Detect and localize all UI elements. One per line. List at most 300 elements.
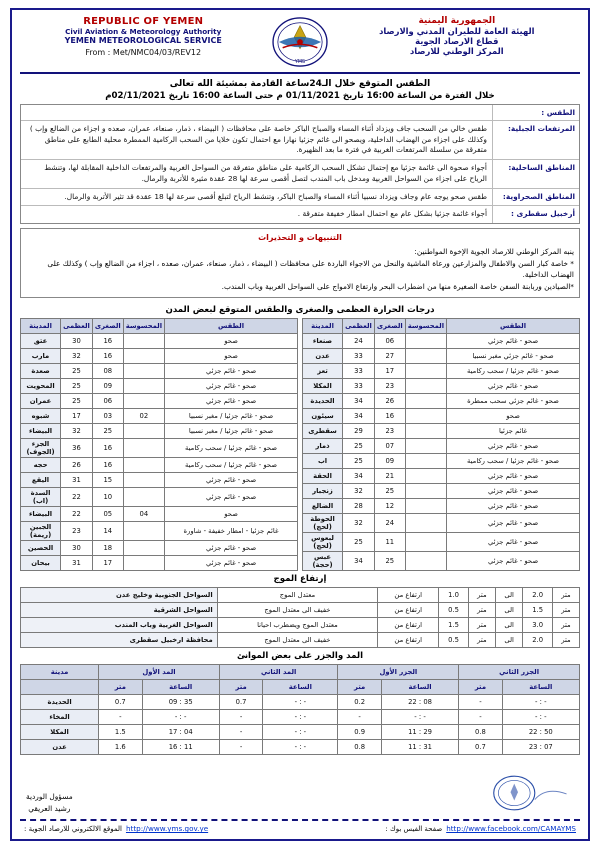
table-row	[21, 617, 580, 632]
cell-low2-meter: -	[459, 694, 502, 709]
cell-city: تعز	[303, 363, 343, 378]
cell-feels	[123, 472, 164, 487]
col-min: الصغرى	[374, 318, 405, 333]
cell-city: حجه	[21, 457, 61, 472]
cell-max: 34	[343, 468, 375, 483]
cell-high1-time: - : -	[142, 709, 219, 724]
table-row	[21, 709, 580, 724]
cell-unit-from: متر	[468, 632, 495, 647]
table-row	[21, 378, 298, 393]
cell-min: 16	[92, 457, 123, 472]
subcol-متر: متر	[99, 679, 142, 694]
cell-low2-meter: 0.7	[459, 739, 502, 754]
cell-unit-from: متر	[468, 617, 495, 632]
logo-container	[266, 16, 333, 68]
cell-city: مارب	[21, 348, 61, 363]
cell-low1-time: 08 : 22	[381, 694, 458, 709]
table-subheader-row	[21, 679, 580, 694]
table-row	[303, 513, 580, 532]
table-row	[21, 506, 298, 521]
cell-area: محافظة ارخبيل سقطرى	[21, 632, 218, 647]
cell-feels	[405, 438, 446, 453]
signature-area	[20, 771, 580, 815]
col-low2: الجزر الثاني	[459, 664, 580, 679]
cell-city: صعدة	[21, 363, 61, 378]
subcol-الساعة: الساعة	[502, 679, 579, 694]
cell-weather: صحو - غائم جزئي	[447, 532, 580, 551]
cell-high1-meter: 1.6	[99, 739, 142, 754]
cell-max: 33	[343, 363, 375, 378]
cell-weather: صحو - غائم جزئي سحب ممطرة	[447, 393, 580, 408]
cell-max: 25	[343, 438, 375, 453]
cell-min: 10	[92, 487, 123, 506]
cell-high1-time: 04 : 17	[142, 724, 219, 739]
cell-unit-to: متر	[552, 587, 579, 602]
cell-feels	[405, 551, 446, 570]
cell-city: المحويت	[21, 378, 61, 393]
cell-feels	[123, 521, 164, 540]
cell-city: المكلا	[21, 724, 99, 739]
cities-section-title: درجات الحرارة العظمى والصغرى والطقس المتوقع لبعض المدن	[165, 304, 435, 315]
cell-city: شبوه	[21, 408, 61, 423]
col-high2: المد الثاني	[219, 664, 338, 679]
footer-links	[20, 824, 580, 833]
col-city: المدينة	[303, 318, 343, 333]
cell-feels	[123, 363, 164, 378]
weather-row-text	[21, 105, 492, 120]
table-row	[21, 393, 298, 408]
cell-max: 30	[61, 333, 93, 348]
cell-max: 28	[343, 498, 375, 513]
cell-max: 22	[61, 506, 93, 521]
cell-max: 24	[343, 333, 375, 348]
cell-to-label: الى	[495, 602, 522, 617]
table-row	[21, 521, 298, 540]
cell-max: 33	[343, 348, 375, 363]
cell-from-label: ارتفاع من	[378, 587, 439, 602]
cell-min: 26	[374, 393, 405, 408]
header-en-line4: From : Met/NMC04/03/REV12	[85, 48, 202, 57]
table-row	[303, 348, 580, 363]
cell-weather: صحو - غائم جزئي	[165, 555, 298, 570]
cell-weather: صحو	[165, 348, 298, 363]
cell-city: عمران	[21, 393, 61, 408]
cell-unit-to: متر	[552, 632, 579, 647]
header-english-block	[20, 16, 266, 57]
weather-row	[21, 206, 579, 223]
cell-high1-time: 35 : 09	[142, 694, 219, 709]
cell-city: الحديدة	[21, 694, 99, 709]
table-row	[303, 551, 580, 570]
cell-city: الحصين	[21, 540, 61, 555]
cell-high2-meter: -	[219, 709, 262, 724]
table-row	[21, 333, 298, 348]
cell-min: 27	[374, 348, 405, 363]
cell-weather: غائم جزئيا	[447, 423, 580, 438]
weather-row	[21, 160, 579, 188]
cell-high2-meter: 0.7	[219, 694, 262, 709]
cell-city: عبس (حجة)	[303, 551, 343, 570]
table-row	[21, 632, 580, 647]
table-row	[21, 724, 580, 739]
col-weather: الطقس	[447, 318, 580, 333]
cell-city: المخاء	[21, 709, 99, 724]
cell-feels	[405, 483, 446, 498]
cell-high1-meter: -	[99, 709, 142, 724]
cell-max: 36	[61, 438, 93, 457]
cell-low2-time: 50 : 22	[502, 724, 579, 739]
cell-min: 25	[92, 423, 123, 438]
cell-low1-meter: 0.9	[338, 724, 381, 739]
cell-area: السواحل الشرقية	[21, 602, 218, 617]
cell-from-label: ارتفاع من	[378, 602, 439, 617]
cell-from-label: ارتفاع من	[378, 617, 439, 632]
website-link[interactable]: http://www.yms.gov.ye	[125, 824, 209, 833]
table-row	[303, 393, 580, 408]
cell-unit-to: متر	[552, 617, 579, 632]
cell-feels	[405, 348, 446, 363]
cell-max: 31	[61, 472, 93, 487]
cell-city: الجبين (ريمة)	[21, 521, 61, 540]
cell-feels	[123, 540, 164, 555]
cell-city: المكلا	[303, 378, 343, 393]
cell-city: عتق	[21, 333, 61, 348]
weather-row-text: أجواء صحوة الى غائمة جزئيا مع إحتمال تشكل السحب الركامية على مناطق متفرقة من السواحل الغربية والمرتفعات الداخلية المقابلة لها، وتنشط الرياح على اجزاء من السواحل الغربية ومدخل باب المندب لتصل أقصى سرعة لها 28 عقدة مثيرة للأتربة والرمال.	[44, 163, 487, 183]
cell-weather: صحو - غائم جزئيا / مغبر نسبيا	[165, 423, 298, 438]
cell-weather: صحو - غائم جزئي	[447, 468, 580, 483]
table-row	[303, 378, 580, 393]
weather-row	[21, 121, 579, 160]
cell-city: الضالع	[303, 498, 343, 513]
footer-divider	[20, 819, 580, 821]
cell-feels	[405, 393, 446, 408]
cell-max: 32	[61, 423, 93, 438]
cell-city: سيئون	[303, 408, 343, 423]
cell-max: 17	[61, 408, 93, 423]
cell-weather: صحو	[447, 408, 580, 423]
cell-city: عدن	[303, 348, 343, 363]
cell-weather: صحو - غائم جزئيا / سحب ركامية	[447, 363, 580, 378]
col-high1: المد الأول	[99, 664, 220, 679]
cell-low1-meter: 0.2	[338, 694, 381, 709]
weather-row-text: طقس خالي من السحب جاف ويزداد أثناء المساء والصباح الباكر خاصة على محافظات ( البيضاء ، ذمار، صنعاء، عمران، صعده و اجزاء من الضالع وإب ) وكذلك على اجزاء من الهضاب الداخلية، ويصحو الى غائم جزئيا نهارا مع احتمال تكون خلايا من السحب الركامية الممطرة محلية الطابع على مناطق متفرقة من سلسلة المرتفعات الغربية في فترة ما بعد الظهيرة.	[29, 124, 487, 155]
col-city: المدينة	[21, 318, 61, 333]
page-title: الطقس المتوقع خلال الـ24ساعة القادمة بمشيئة الله تعالى	[169, 79, 431, 89]
weather-row-label: أرخبيل سقطرى :	[492, 206, 579, 223]
weather-row-label: المرتفعات الجبلية:	[492, 121, 579, 159]
cell-weather: صحو - غائم جزئيا / مغبر نسبيا	[165, 408, 298, 423]
header-en-line2: Civil Aviation & Meteorology Authority	[65, 27, 222, 36]
header-arabic-block	[334, 16, 580, 56]
bulletin-sheet	[10, 8, 590, 841]
warning-line: *الصيادين وربابنة السفن خاصة الصغيرة منها من اضطراب البحر وارتفاع الامواج على السواحل الغربية وباب المندب.	[221, 282, 574, 292]
table-header-row	[21, 664, 580, 679]
cell-to: 1.5	[523, 602, 553, 617]
cell-high2-time: - : -	[263, 739, 338, 754]
warning-line: * خاصة كبار السن والاطفال والمزارعين ورعاة الماشية والنحل من الاجواء الباردة على محافظات ( البيضاء ، ذمار، صنعاء، عمران، صعده ، اجزاء من الضالع وإب ) وكذلك على الهضاب الداخلية.	[47, 259, 574, 280]
cell-feels	[405, 468, 446, 483]
table-row	[21, 423, 298, 438]
cell-weather: غائم جزئيا - امطار خفيفة - شاورة	[165, 521, 298, 540]
cell-feels	[405, 333, 446, 348]
cell-max: 34	[343, 408, 375, 423]
cell-weather: صحو - غائم جزئي	[447, 483, 580, 498]
cell-weather: صحو - غائم جزئي	[165, 487, 298, 506]
cell-weather: صحو - غائم جزئي	[447, 333, 580, 348]
table-row	[303, 468, 580, 483]
cell-min: 24	[374, 513, 405, 532]
document-footer	[20, 771, 580, 833]
cell-low2-time: - : -	[502, 694, 579, 709]
cell-high1-meter: 1.5	[99, 724, 142, 739]
cell-high2-time: - : -	[263, 694, 338, 709]
cell-min: 15	[92, 472, 123, 487]
header-ar-line3: قطاع الارصاد الجوية	[415, 36, 499, 46]
cell-to-label: الى	[495, 587, 522, 602]
cell-feels	[405, 378, 446, 393]
cell-feels	[123, 423, 164, 438]
facebook-link-group[interactable]	[385, 824, 576, 833]
table-row	[303, 532, 580, 551]
cell-min: 18	[92, 540, 123, 555]
table-row	[21, 694, 580, 709]
cell-to: 2.0	[523, 632, 553, 647]
cell-low1-meter: 0.8	[338, 739, 381, 754]
cell-min: 06	[92, 393, 123, 408]
header-en-line3: YEMEN METEOROLOGICAL SERVICE	[64, 36, 222, 45]
cell-weather: صحو - غائم جزئي مغبر نسبيا	[447, 348, 580, 363]
wave-height-table	[20, 587, 580, 648]
col-city: مدينة	[21, 664, 99, 679]
cell-min: 16	[92, 333, 123, 348]
cell-min: 25	[374, 551, 405, 570]
cell-weather: صحو - غائم جزئي	[165, 378, 298, 393]
cell-city: الحديدة	[303, 393, 343, 408]
cell-city: اب	[303, 453, 343, 468]
col-min: الصغرى	[92, 318, 123, 333]
cell-weather: صحو - غائم جزئي	[447, 551, 580, 570]
cell-weather: صحو - غائم جزئي	[165, 472, 298, 487]
duty-officer-name: رشيد العريقي	[28, 804, 71, 814]
svg-text:YMS: YMS	[294, 60, 306, 66]
tides-section-title: المد والجزر على بعض الموانئ	[236, 650, 364, 661]
cell-weather: صحو - غائم جزئي	[447, 498, 580, 513]
cell-feels	[405, 363, 446, 378]
cell-to: 3.0	[523, 617, 553, 632]
cell-min: 06	[374, 333, 405, 348]
table-row	[21, 363, 298, 378]
cell-weather: صحو - غائم جزئي	[165, 540, 298, 555]
table-row	[303, 363, 580, 378]
cell-min: 17	[374, 363, 405, 378]
cell-from: 1.5	[439, 617, 469, 632]
cell-city: سقطرى	[303, 423, 343, 438]
cell-low1-time: 31 : 11	[381, 739, 458, 754]
col-weather: الطقس	[165, 318, 298, 333]
cell-city: زنجبار	[303, 483, 343, 498]
cell-high2-time: - : -	[263, 709, 338, 724]
warnings-intro: ينبه المركز الوطني للارصاد الجوية الإخوة المواطنين:	[414, 247, 574, 257]
cell-area: السواحل الجنوبية وخليج عدن	[21, 587, 218, 602]
table-row	[21, 457, 298, 472]
subcol-الساعة: الساعة	[142, 679, 219, 694]
table-row	[21, 587, 580, 602]
cell-min: 16	[374, 408, 405, 423]
cell-min: 23	[374, 378, 405, 393]
cell-min: 05	[92, 506, 123, 521]
cell-to: 2.0	[523, 587, 553, 602]
cell-state: معتدل الموج	[217, 587, 378, 602]
cell-unit-to: متر	[552, 602, 579, 617]
weather-row-label: المناطق الصحراوية:	[492, 189, 579, 206]
table-row	[21, 602, 580, 617]
subcol-متر: متر	[459, 679, 502, 694]
table-row	[21, 555, 298, 570]
table-row	[21, 348, 298, 363]
cell-low2-time: 07 : 23	[502, 739, 579, 754]
cell-city: صنعاء	[303, 333, 343, 348]
header-ar-line1: الجمهورية اليمنية	[418, 16, 496, 26]
document-header	[20, 16, 580, 68]
cell-city: ذمار	[303, 438, 343, 453]
waves-section-title: إرتفاع الموج	[273, 573, 327, 584]
cell-unit-from: متر	[468, 602, 495, 617]
validity-period: خلال الفترة من الساعة 16:00 تاريخ 01/11/2021 م حتى الساعة 16:00 تاريخ 02/11/2021م	[105, 91, 495, 101]
col-feels: المحسوسة	[123, 318, 164, 333]
cell-feels	[123, 555, 164, 570]
cell-feels	[405, 532, 446, 551]
cell-to-label: الى	[495, 617, 522, 632]
official-seal-icon	[494, 771, 574, 815]
cities-tables	[20, 318, 580, 571]
website-link-group[interactable]	[24, 824, 208, 833]
col-feels: المحسوسة	[405, 318, 446, 333]
cell-min: 03	[92, 408, 123, 423]
warnings-heading: التنبيهات و التحذيرات	[258, 233, 342, 243]
cell-max: 25	[61, 363, 93, 378]
cell-state: خفيف الى معتدل الموج	[217, 632, 378, 647]
table-row	[21, 408, 298, 423]
cell-city: البيضاء	[21, 423, 61, 438]
cell-max: 32	[343, 483, 375, 498]
cell-city: البيضاء	[21, 506, 61, 521]
cell-min: 21	[374, 468, 405, 483]
cell-feels	[123, 378, 164, 393]
cell-min: 07	[374, 438, 405, 453]
cell-low1-meter: -	[338, 709, 381, 724]
cell-max: 34	[343, 393, 375, 408]
cell-low2-time: - : -	[502, 709, 579, 724]
table-header-row	[303, 318, 580, 333]
website-label: الموقع الالكتروني للارصاد الجوية :	[24, 824, 122, 833]
cell-max: 31	[61, 555, 93, 570]
col-max: العظمى	[61, 318, 93, 333]
cell-low1-time: - : -	[381, 709, 458, 724]
subcol-الساعة: الساعة	[381, 679, 458, 694]
weather-row-label: الطقس :	[492, 105, 579, 120]
header-divider	[20, 72, 580, 74]
cell-weather: صحو - غائم جزئيا / سحب ركامية	[165, 457, 298, 472]
cell-city: لبعوس (لحج)	[303, 532, 343, 551]
cell-high2-time: - : -	[263, 724, 338, 739]
cell-max: 25	[61, 378, 93, 393]
header-en-line1: REPUBLIC OF YEMEN	[83, 16, 204, 27]
table-row	[21, 540, 298, 555]
cell-feels	[123, 348, 164, 363]
cell-from: 0.5	[439, 632, 469, 647]
subcol-متر: متر	[338, 679, 381, 694]
cell-feels	[123, 487, 164, 506]
weather-row-text: طقس صحو يوجه عام وجاف ويزداد نسبيا أثناء المساء والصباح الباكر، وتنشط الرياح لتبلغ أقصى سرعة لها 18 عقدة قد تثير الأتربة والرمال.	[64, 191, 487, 201]
cell-feels	[123, 438, 164, 457]
cell-low1-time: 29 : 11	[381, 724, 458, 739]
subcol-city	[21, 679, 99, 694]
cell-weather: صحو - غائم جزئي	[447, 438, 580, 453]
cell-city: الجزء (الجوف)	[21, 438, 61, 457]
cell-min: 09	[374, 453, 405, 468]
cell-weather: صحو - غائم جزئيا / سحب ركامية	[165, 438, 298, 457]
cell-max: 25	[343, 532, 375, 551]
cell-city: السدة (اب)	[21, 487, 61, 506]
cell-weather: صحو - غائم جزئي	[165, 363, 298, 378]
cell-max: 29	[343, 423, 375, 438]
cell-max: 32	[61, 348, 93, 363]
duty-officer-role: مسؤول الوردية	[26, 792, 73, 802]
cell-area: السواحل الغربية وباب المندب	[21, 617, 218, 632]
table-row	[303, 453, 580, 468]
cell-feels	[123, 333, 164, 348]
cell-weather: صحو - غائم جزئي	[447, 378, 580, 393]
header-ar-line4: المركز الوطني للارصاد	[409, 46, 504, 56]
duty-officer-block	[26, 791, 73, 815]
cell-max: 33	[343, 378, 375, 393]
cell-max: 25	[343, 453, 375, 468]
cell-min: 12	[374, 498, 405, 513]
cell-min: 08	[92, 363, 123, 378]
cell-city: اليقع	[21, 472, 61, 487]
col-max: العظمى	[343, 318, 375, 333]
cell-from: 0.5	[439, 602, 469, 617]
facebook-link[interactable]: http://www.facebook.com/CAMAYMS	[446, 824, 576, 833]
cell-high2-meter: -	[219, 724, 262, 739]
cell-min: 23	[374, 423, 405, 438]
cities-table-left	[20, 318, 298, 571]
cell-max: 32	[343, 513, 375, 532]
cell-unit-from: متر	[468, 587, 495, 602]
cell-feels: 04	[123, 506, 164, 521]
cell-min: 16	[92, 438, 123, 457]
table-row	[303, 408, 580, 423]
cell-feels: 02	[123, 408, 164, 423]
facebook-label: صفحة الفيس بوك :	[385, 824, 443, 833]
subcol-متر: متر	[219, 679, 262, 694]
cell-max: 25	[61, 393, 93, 408]
cell-feels	[123, 457, 164, 472]
col-low1: الجزر الأول	[338, 664, 459, 679]
table-row	[303, 423, 580, 438]
cell-high2-meter: -	[219, 739, 262, 754]
table-row	[303, 498, 580, 513]
cell-feels	[405, 513, 446, 532]
cell-low2-meter: -	[459, 709, 502, 724]
table-row	[21, 487, 298, 506]
cell-high1-time: 11 : 16	[142, 739, 219, 754]
weather-row-label: المناطق الساحلية:	[492, 160, 579, 187]
cell-min: 11	[374, 532, 405, 551]
cell-feels	[405, 423, 446, 438]
cell-city: الحوطة (لحج)	[303, 513, 343, 532]
table-header-row	[21, 318, 298, 333]
